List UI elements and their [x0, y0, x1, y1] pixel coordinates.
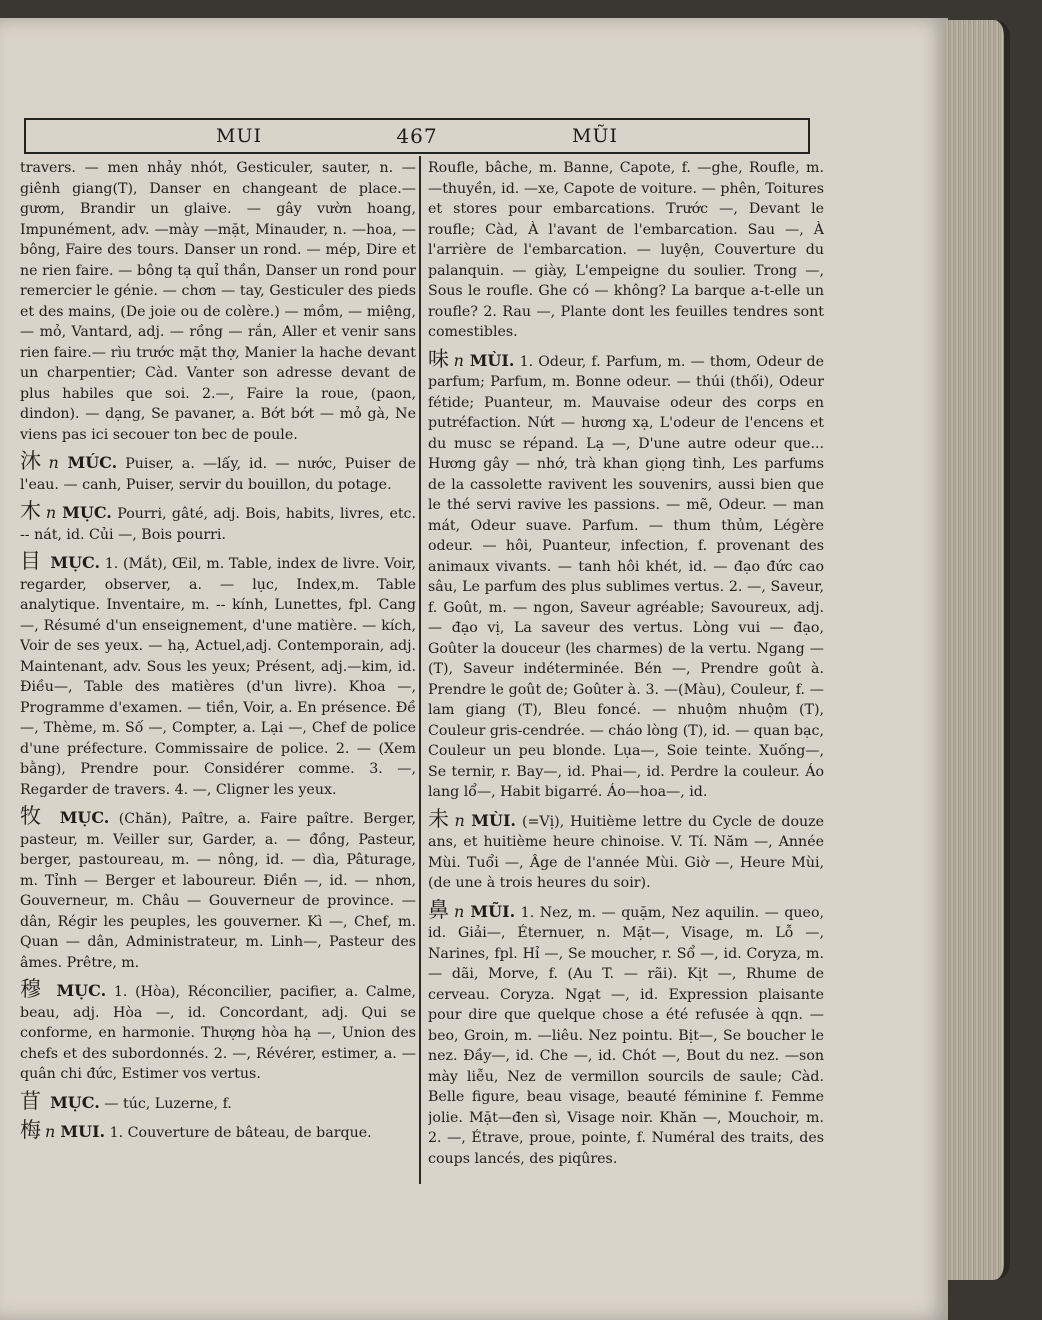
headword-text: MÙI.	[469, 350, 515, 370]
han-character: 木	[20, 499, 42, 523]
han-character: 目	[20, 549, 42, 573]
entry-text: (Chăn), Paître, a. Faire paître. Berger, pasteur, m. Veiller sur, Garder, a. — đồng, Pasteur, berger, pastoureau, m. — nông, id. — dìa, Pâturage, m. Tỉnh — Berger et laboureur. Điền —, id. — nhơn, Gouverneur, m. Châu — Gouverneur de province. — dân, Régir les peuples, les gouverner. Kì —, Chef, m. Quan — dân, Administrateur, m. Linh—, Pasteur des âmes. Prêtre, m.	[20, 811, 416, 971]
headword	[20, 549, 101, 573]
headword-text: MỤC.	[50, 553, 101, 572]
headword-text: MỤC.	[56, 981, 107, 1000]
han-character: 鼻	[428, 897, 451, 922]
headword	[20, 1118, 106, 1142]
book-page-edges	[944, 20, 1010, 1280]
headword	[428, 897, 516, 922]
han-character: 牧	[20, 804, 46, 828]
dictionary-entry	[20, 451, 416, 495]
entry-text: Pourri, gâté, adj. Bois, habits, livres, etc. -- nát, id. Củi —, Bois pourri.	[20, 506, 416, 543]
han-character: 沐	[20, 449, 45, 473]
entry-text: Roufle, bâche, m. Banne, Capote, f. —ghe, Roufle, m. —thuyền, id. —xe, Capote de voiture. — phên, Toitures et stores pour embarcations. Trước —, Devant le roufle; Càd, À l'avant de l'embarcation. Sau —, À l'arrière de l'embarcation. — luyện, Couverture du palanquin. — giày, L'empeigne du soulier. Trong —, Sous le roufle. Ghe có — không? La barque a-t-elle un roufle? 2. Rau —, Plante dont les feuilles tendres sont comestibles.	[428, 160, 824, 340]
headword	[20, 1088, 100, 1113]
part-of-speech: n	[454, 901, 465, 921]
headword-text: MỤC.	[50, 1092, 100, 1112]
entry-continuation	[20, 158, 416, 445]
entry-text: (=Vị), Huitième lettre du Cycle de douze ans, et huitième heure chinoise. V. Tí. Năm —, Année Mùi. Tuổi —, Âge de l'année Mùi. Giờ —, Heure Mùi, (de une à trois heures du soir).	[428, 813, 824, 891]
page-number: 467	[396, 124, 438, 148]
part-of-speech: n	[453, 350, 464, 370]
dictionary-entry	[428, 806, 824, 894]
column-divider	[419, 156, 421, 1184]
header-left-word: MUI	[216, 125, 262, 147]
dictionary-entry	[20, 551, 416, 800]
header-right-word: MŨI	[572, 125, 618, 147]
part-of-speech: n	[454, 810, 465, 830]
headword	[20, 499, 112, 523]
headword	[20, 804, 110, 828]
headword	[20, 977, 107, 1001]
dictionary-entry	[428, 897, 824, 1170]
headword-text: MỤC.	[59, 808, 110, 827]
han-character: 穆	[20, 977, 45, 1001]
part-of-speech: n	[48, 453, 59, 472]
dictionary-entry	[20, 979, 416, 1085]
dictionary-entry	[20, 1088, 416, 1115]
headword	[20, 449, 118, 473]
right-column	[428, 158, 824, 1178]
headword-text: MÚC.	[67, 453, 118, 472]
part-of-speech: n	[45, 503, 57, 522]
dictionary-entry	[20, 1120, 416, 1144]
headword-text: MÙI.	[471, 810, 516, 830]
entry-text: 1. Couverture de bâteau, de barque.	[109, 1125, 372, 1141]
part-of-speech: n	[45, 1122, 56, 1141]
entry-text: 1. Nez, m. — quặm, Nez aquilin. — queo, id. Giải—, Éternuer, n. Mặt—, Visage, m. Lỗ —, Narines, fpl. Hỉ —, Se moucher, r. Sổ —, id. Coryza, m. — dãi, Morve, f. (Au T. — rãi). Kịt —, Rhume de cerveau. Coryza. Ngạt —, id. Expression plaisante pour dire que quelque chose a été refusée à qqn. —beo, Groin, m. —liêu. Nez pointu. Bịt—, Se boucher le nez. Đầy—, id. Che —, id. Chót —, Bout du nez. —son mày liễu, Nez de vermillon sourcils de saule; Càd. Belle figure, beau visage, beauté féminine f. Femme jolie. Mặt—đen sì, Visage noir. Khăn —, Mouchoir, m. 2. —, Étrave, proue, pointe, f. Numéral des traits, des coups lancés, des piqûres.	[428, 904, 824, 1167]
headword-text: MUI.	[60, 1122, 106, 1141]
han-character: 未	[428, 806, 451, 831]
left-column	[20, 158, 416, 1178]
headword	[428, 346, 515, 371]
han-character: 苜	[20, 1088, 41, 1113]
entry-text: — túc, Luzerne, f.	[104, 1095, 232, 1112]
han-character: 味	[428, 346, 450, 371]
entry-continuation	[428, 158, 824, 343]
headword	[428, 806, 516, 831]
headword-text: MỤC.	[62, 503, 112, 522]
han-character: 梅	[20, 1118, 41, 1142]
dictionary-entry	[20, 806, 416, 973]
entry-text: 1. Odeur, f. Parfum, m. — thơm, Odeur de parfum; Parfum, m. Bonne odeur. — thúi (thối), Odeur fétide; Puanteur, m. Mauvaise odeur des corps en putréfaction. Nứt — hương xạ, L'odeur de l'encens et du musc se répand. Lạ —, D'une autre odeur que... Hương gây — nhớ, trà khan giọng tình, Les parfums de la cassolette ravivent les souvenirs, aussi bien que le thé servi ravive les passions. — mẽ, Odeur. — man mát, Odeur suave. Parfum. — thum thủm, Légère odeur. — hôi, Puanteur, infection, f. provenant des animaux vivants. — tanh hôi khét, id. — đạo đức cao sâu, Le parfum des plus sublimes vertus. 2. —, Saveur, f. Goût, m. — ngon, Saveur agréable; Savoureux, adj. — đạo vị, La saveur des vertus. Lòng vui — đạo, Goûter la douceur (les charmes) de la vertu. Ngang — (T), Saveur indéterminée. Bén —, Prendre goût à. Prendre le goût de; Goûter à. 3. —(Màu), Couleur, f. — lam giang (T), Bleu foncé. — nhuộm nhuộm (T), Couleur gris-cendrée. — cháo lòng (T), id. — quan bạc, Couleur un peu blonde. Lụa—, Soie teinte. Xuống—, Se ternir, r. Bay—, id. Phai—, id. Perdre la couleur. Áo lang lổ—, Habit bigarré. Áo—hoa—, id.	[428, 353, 824, 800]
entry-text: Puiser, a. —lấy, id. — nước, Puiser de l'eau. — canh, Puiser, servir du bouillon, du potage.	[20, 456, 416, 493]
dictionary-entry	[428, 346, 824, 803]
entry-text: 1. (Hòa), Réconcilier, pacifier, a. Calme, beau, adj. Hòa —, id. Concordant, adj. Qui se conforme, en harmonie. Thượng hòa hạ —, Union des chefs et des subordonnés. 2. —, Révérer, estimer, a. — quân chi đức, Estimer vos vertus.	[20, 984, 416, 1082]
entry-text: 1. (Mắt), Œil, m. Table, index de livre. Voir, regarder, observer, a. — lục, Index,m. Table analytique. Inventaire, m. -- kính, Lunettes, fpl. Cang —, Résumé d'un enseignement, d'une matière. — kích, Voir de ses yeux. — hạ, Actuel,adj. Contemporain, adj. Maintenant, adv. Sous les yeux; Présent, adj.—kim, id. Điều—, Table des matières (d'un livre). Khoa —, Programme d'examen. — tiền, Voir, a. En présence. Đề —, Thème, m. Số —, Compter, a. Lại —, Chef de police d'une préfecture. Commissaire de police. 2. — (Xem bằng), Prendre pour. Considérer comme. 3. —, Regarder de travers. 4. —, Cligner les yeux.	[20, 556, 416, 798]
page-header	[24, 118, 810, 154]
headword-text: MŨI.	[470, 901, 516, 921]
entry-text: travers. — men nhảy nhót, Gesticuler, sauter, n. —giênh giang(T), Danser en changeant de place.— gươm, Brandir un glaive. — gây vườn hoang, Impunément, adv. —mày —mặt, Minauder, n. —hoa, — bông, Faire des tours. Danser un rond. — mép, Dire et ne rien faire. — bông tạ quỉ thần, Danser un rond pour remercier le génie. — chơn — tay, Gesticuler des pieds et des mains, (De joie ou de colère.) — mồm, — miệng, — mỏ, Vantard, adj. — rồng — rắn, Aller et venir sans rien faire.— rìu trước mặt thợ, Manier la hache devant un charpentier; Càd. Vanter son adresse devant de plus habiles que soi. 2.—, Faire la roue, (paon, dindon). — dạng, Se pavaner, a. Bớt bớt — mỏ gà, Ne viens pas ici secouer ton bec de poule.	[20, 160, 416, 443]
dictionary-entry	[20, 501, 416, 545]
